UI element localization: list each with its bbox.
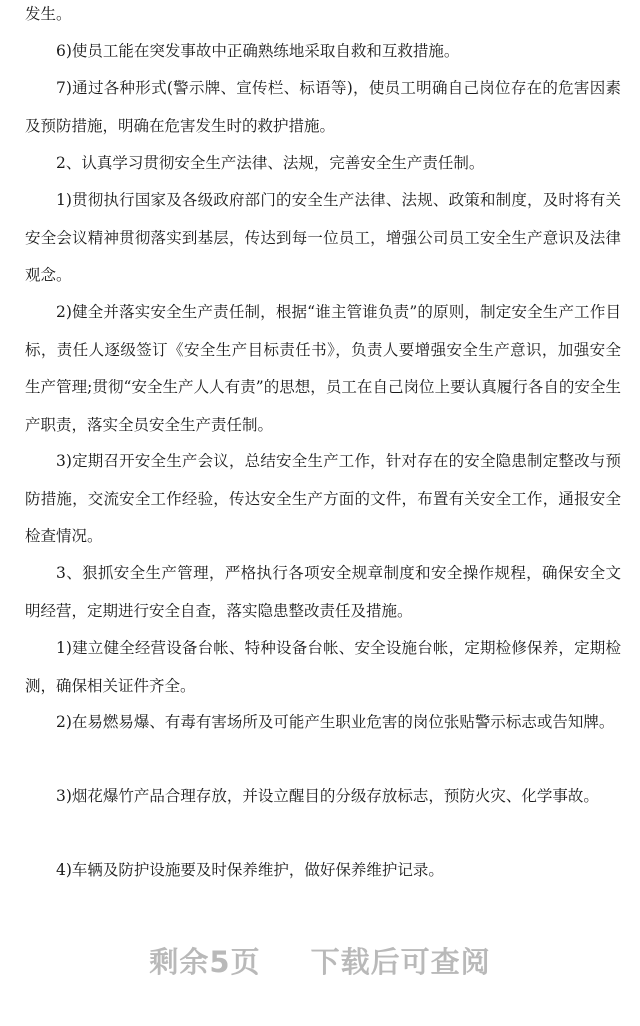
download-watermark[interactable] xyxy=(0,940,640,981)
paragraph-item-6: 6)使员工能在突发事故中正确熟练地采取自救和互救措施。 xyxy=(56,42,460,60)
remaining-pages-text: 剩余5页 xyxy=(149,945,261,979)
paragraph-2-1: 1)贯彻执行国家及各级政府部门的安全生产法律、法规、政策和制度，及时将有关安全会议精神贯彻落实到基层，传达到每一位员工，增强公司员工安全生产意识及法律观念。 xyxy=(25,191,621,285)
paragraph-3-2: 2)在易燃易爆、有毒有害场所及可能产生职业危害的岗位张贴警示标志或告知牌。 xyxy=(56,713,615,731)
download-to-view-text: 下载后可查阅 xyxy=(310,945,491,979)
section-heading-3: 3、狠抓安全生产管理，严格执行各项安全规章制度和安全操作规程，确保安全文明经营，定期进行安全自查，落实隐患整改责任及措施。 xyxy=(25,564,621,620)
paragraph-item-7: 7)通过各种形式(警示牌、宣传栏、标语等)，使员工明确自己岗位存在的危害因素及预防措施，明确在危害发生时的救护措施。 xyxy=(25,79,621,135)
paragraph-continuation: 发生。 xyxy=(25,5,72,23)
paragraph-3-3: 3)烟花爆竹产品合理存放，并设立醒目的分级存放标志，预防火灾、化学事故。 xyxy=(56,787,599,805)
paragraph-2-2: 2)健全并落实安全生产责任制，根据“谁主管谁负责”的原则，制定安全生产工作目标，责任人逐级签订《安全生产目标责任书》，负责人要增强安全生产意识，加强安全生产管理;贯彻“安全生产人人有责”的思想，员工在自己岗位上要认真履行各自的安全生产职责，落实全员安全生产责任制。 xyxy=(25,303,621,434)
paragraph-3-1: 1)建立健全经营设备台帐、特种设备台帐、安全设施台帐，定期检修保养，定期检测，确保相关证件齐全。 xyxy=(25,639,621,695)
section-heading-2: 2、认真学习贯彻安全生产法律、法规，完善安全生产责任制。 xyxy=(56,154,485,172)
paragraph-2-3: 3)定期召开安全生产会议，总结安全生产工作，针对存在的安全隐患制定整改与预防措施，交流安全工作经验，传达安全生产方面的文件，布置有关安全工作，通报安全检查情况。 xyxy=(25,452,621,546)
paragraph-3-4: 4)车辆及防护设施要及时保养维护，做好保养维护记录。 xyxy=(56,861,444,879)
